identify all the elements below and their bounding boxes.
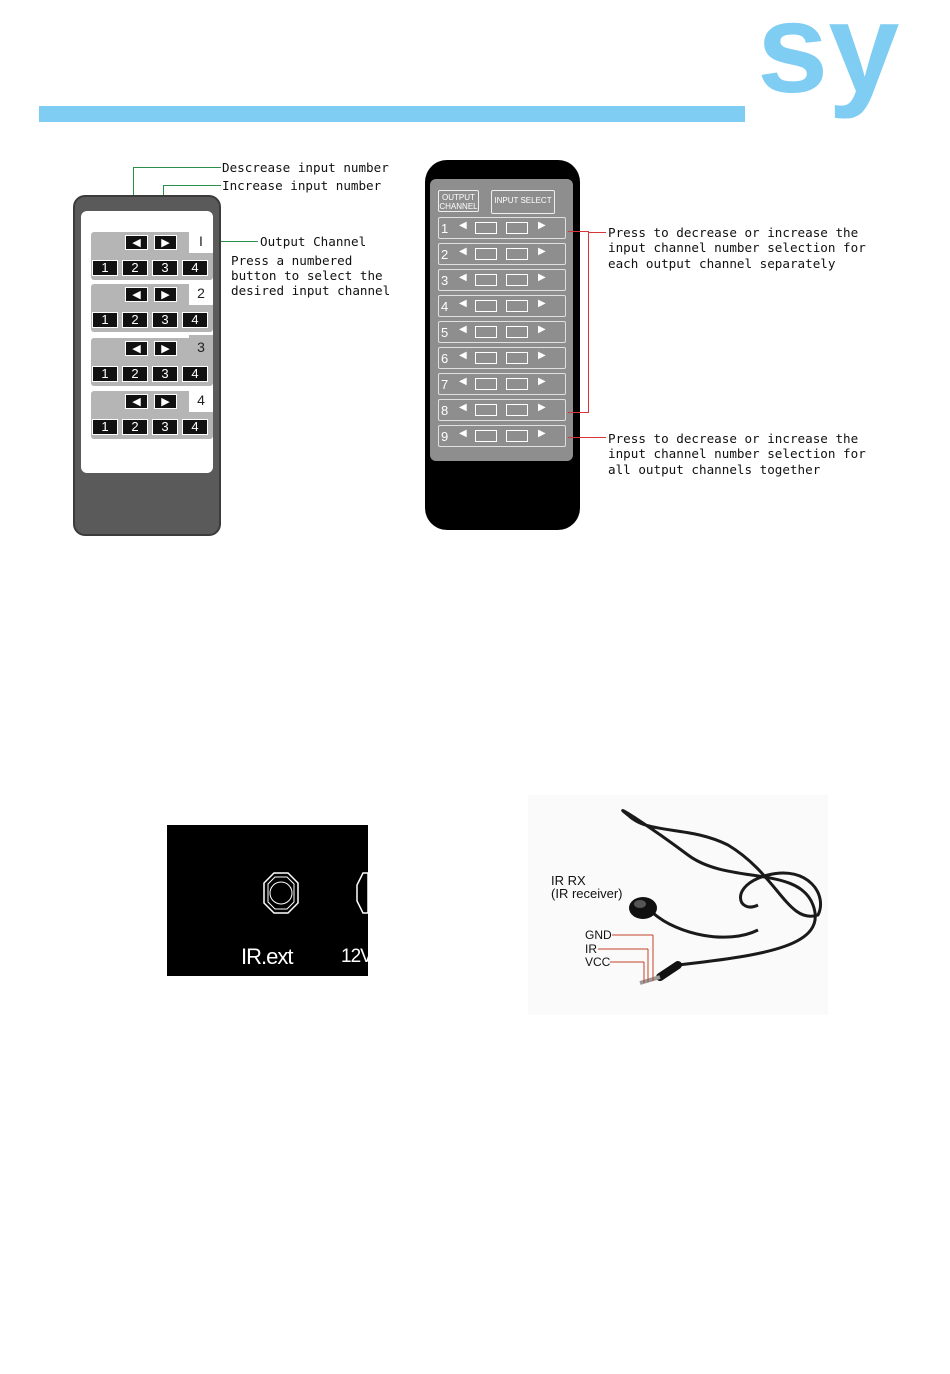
pin-gnd: GND [585, 928, 612, 942]
leader-decrease [133, 167, 221, 168]
decrease-arrow-icon[interactable]: ◀ [459, 324, 467, 335]
channel-row [438, 347, 566, 369]
channel-block-1 [91, 232, 213, 280]
port-photo [167, 825, 372, 976]
input-button[interactable]: 1 [92, 419, 118, 435]
channel-row [438, 321, 566, 343]
increase-arrow-icon[interactable]: ▶ [538, 402, 546, 413]
decrease-arrow-icon[interactable]: ◀ [459, 246, 467, 257]
increase-arrow-icon[interactable]: ▶ [538, 376, 546, 387]
input-button[interactable]: 4 [182, 419, 208, 435]
increase-arrow-icon[interactable]: ▶ [538, 324, 546, 335]
increase-button[interactable]: ▶ [154, 394, 177, 409]
increase-button[interactable]: ▶ [154, 287, 177, 302]
label-increase: Increase input number [222, 178, 382, 193]
input-button[interactable]: 3 [152, 366, 178, 382]
channel-label: I [189, 229, 213, 253]
decrease-button[interactable]: ◀ [125, 341, 148, 356]
input-button[interactable]: 4 [182, 260, 208, 276]
row-number: 5 [441, 325, 449, 340]
leader-increase [163, 185, 221, 186]
channel-button[interactable] [475, 352, 497, 364]
pin-vcc: VCC [585, 955, 611, 969]
channel-button[interactable] [475, 326, 497, 338]
input-select-header: INPUT SELECT [491, 190, 555, 214]
note-each-1: Press to decrease or increase the [608, 225, 859, 240]
bracket-each-pointer [588, 232, 606, 233]
channel-button[interactable] [506, 430, 528, 442]
channel-button[interactable] [506, 378, 528, 390]
logo-text: sy [757, 0, 900, 120]
channel-button[interactable] [475, 378, 497, 390]
input-button[interactable]: 3 [152, 260, 178, 276]
channel-label: 2 [189, 281, 213, 305]
channel-block-2 [91, 284, 213, 332]
decrease-arrow-icon[interactable]: ◀ [459, 428, 467, 439]
input-button[interactable]: 4 [182, 366, 208, 382]
channel-button[interactable] [475, 404, 497, 416]
note-all-3: all output channels together [608, 462, 821, 477]
row-number: 9 [441, 429, 449, 444]
bracket-each [568, 231, 589, 413]
decrease-button[interactable]: ◀ [125, 287, 148, 302]
increase-arrow-icon[interactable]: ▶ [538, 350, 546, 361]
input-button[interactable]: 4 [182, 312, 208, 328]
channel-button[interactable] [506, 352, 528, 364]
increase-button[interactable]: ▶ [154, 235, 177, 250]
remote-left-face [81, 211, 213, 473]
input-button[interactable]: 2 [122, 260, 148, 276]
label-output-channel: Output Channel [260, 234, 367, 249]
decrease-button[interactable]: ◀ [125, 394, 148, 409]
channel-label: 3 [189, 335, 213, 359]
port-label: IR.ext [241, 944, 293, 969]
input-button[interactable]: 1 [92, 366, 118, 382]
channel-button[interactable] [506, 248, 528, 260]
row-number: 4 [441, 299, 449, 314]
note-each-2: input channel number selection for [608, 240, 866, 255]
channel-button[interactable] [475, 222, 497, 234]
channel-row [438, 217, 566, 239]
channel-button[interactable] [506, 300, 528, 312]
input-button[interactable]: 2 [122, 312, 148, 328]
input-button[interactable]: 3 [152, 419, 178, 435]
channel-button[interactable] [506, 222, 528, 234]
increase-arrow-icon[interactable]: ▶ [538, 246, 546, 257]
channel-button[interactable] [475, 248, 497, 260]
increase-arrow-icon[interactable]: ▶ [538, 428, 546, 439]
row-number: 3 [441, 273, 449, 288]
remote-right-panel [430, 179, 573, 461]
remote-right [425, 160, 580, 530]
input-button[interactable]: 2 [122, 419, 148, 435]
decrease-arrow-icon[interactable]: ◀ [459, 350, 467, 361]
increase-arrow-icon[interactable]: ▶ [538, 272, 546, 283]
label-numbered-1: Press a numbered [231, 253, 353, 268]
increase-arrow-icon[interactable]: ▶ [538, 298, 546, 309]
input-button[interactable]: 1 [92, 312, 118, 328]
receiver-subtitle: (IR receiver) [551, 886, 623, 901]
row-number: 7 [441, 377, 449, 392]
channel-row [438, 399, 566, 421]
channel-row [438, 295, 566, 317]
note-all-1: Press to decrease or increase the [608, 431, 859, 446]
brand-bar [39, 106, 745, 122]
remote-left [73, 195, 221, 536]
output-channel-header: OUTPUT CHANNEL [438, 190, 479, 212]
row-number: 1 [441, 221, 449, 236]
decrease-button[interactable]: ◀ [125, 235, 148, 250]
label-numbered-3: desired input channel [231, 283, 391, 298]
decrease-arrow-icon[interactable]: ◀ [459, 298, 467, 309]
channel-label: 4 [189, 388, 213, 412]
brand-logo [755, 0, 925, 125]
increase-arrow-icon[interactable]: ▶ [538, 220, 546, 231]
decrease-arrow-icon[interactable]: ◀ [459, 220, 467, 231]
channel-button[interactable] [475, 430, 497, 442]
input-button[interactable]: 3 [152, 312, 178, 328]
input-button[interactable]: 2 [122, 366, 148, 382]
ir-receiver-photo [528, 795, 828, 1015]
row-number: 6 [441, 351, 449, 366]
note-all-2: input channel number selection for [608, 446, 866, 461]
decrease-arrow-icon[interactable]: ◀ [459, 272, 467, 283]
label-decrease: Descrease input number [222, 160, 389, 175]
decrease-arrow-icon[interactable]: ◀ [459, 376, 467, 387]
channel-button[interactable] [506, 274, 528, 286]
channel-button[interactable] [475, 300, 497, 312]
bracket-all [568, 437, 606, 438]
channel-button[interactable] [506, 404, 528, 416]
row-number: 8 [441, 403, 449, 418]
increase-button[interactable]: ▶ [154, 341, 177, 356]
channel-row [438, 269, 566, 291]
decrease-arrow-icon[interactable]: ◀ [459, 402, 467, 413]
input-button[interactable]: 1 [92, 260, 118, 276]
channel-row-all [438, 425, 566, 447]
ir-cable-icon [528, 795, 828, 1015]
label-numbered-2: button to select the [231, 268, 383, 283]
port-label-next: 12V [341, 946, 372, 967]
channel-block-3 [91, 338, 213, 386]
channel-button[interactable] [475, 274, 497, 286]
channel-row [438, 373, 566, 395]
channel-button[interactable] [506, 326, 528, 338]
row-number: 2 [441, 247, 449, 262]
note-each-3: each output channel separately [608, 256, 836, 271]
channel-block-4 [91, 391, 213, 439]
receiver-title: IR RX [551, 873, 586, 888]
pin-ir: IR [585, 942, 597, 956]
channel-row [438, 243, 566, 265]
